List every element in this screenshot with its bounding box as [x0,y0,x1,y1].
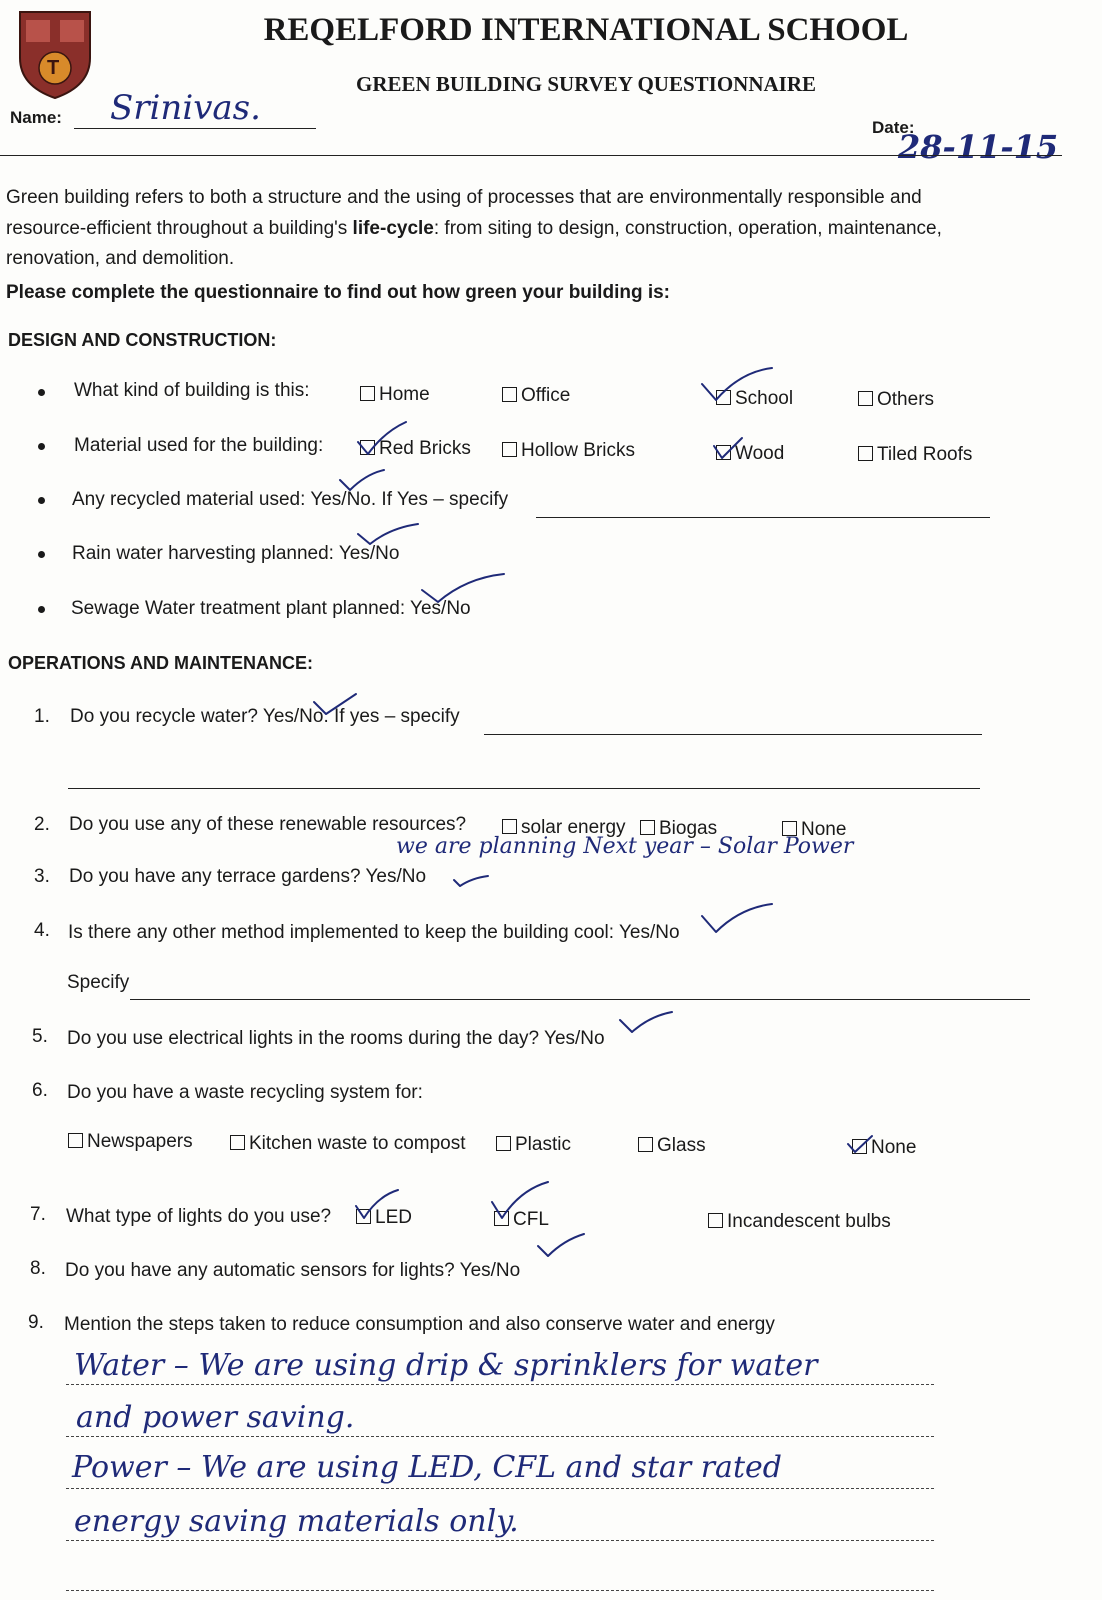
option-office-label: Office [521,385,571,406]
checkbox-others[interactable] [858,391,873,406]
option-cfl-label: CFL [513,1209,549,1230]
bullet [38,389,45,396]
name-field-line [74,128,316,129]
school-check-mark [700,366,780,406]
instruction-text: Please complete the questionnaire to find out how green your building is: [6,282,671,303]
question-number: 9. [28,1312,44,1333]
option-none-waste-label: None [871,1137,917,1158]
option-glass[interactable] [638,1135,706,1157]
answer-line [66,1436,934,1437]
conservation-answer-line-1: Water – We are using drip & sprinklers for water [74,1348,818,1383]
option-glass-label: Glass [657,1135,706,1156]
option-incandescent[interactable] [708,1211,891,1233]
option-others-label: Others [877,389,935,410]
checkbox-glass[interactable] [638,1137,653,1152]
renewable-question: Do you use any of these renewable resources? [69,814,467,835]
cooling-no-check-mark [700,902,780,938]
material-question: Material used for the building: [74,435,324,456]
question-number: 6. [32,1080,48,1101]
name-value: Srinivas. [110,88,261,128]
bullet [38,443,45,450]
red-bricks-check-mark [356,420,416,460]
option-school-label: School [735,388,794,409]
option-home-label: Home [379,384,430,405]
checkbox-biogas[interactable] [640,820,655,835]
option-plastic-label: Plastic [515,1134,571,1155]
intro-line-3: renovation, and demolition. [6,248,235,269]
option-none-renewable-label: None [801,819,847,840]
question-number: 3. [34,866,50,887]
option-hollow-bricks-label: Hollow Bricks [521,440,636,461]
recycle-specify-line-2 [68,788,980,789]
checkbox-solar-energy[interactable] [502,819,517,834]
option-newspapers-label: Newspapers [87,1131,193,1152]
recycled-material-question: Any recycled material used: Yes/No. If Yes – specify [72,489,509,510]
survey-title: GREEN BUILDING SURVEY QUESTIONNAIRE [356,72,816,96]
checkbox-plastic[interactable] [496,1136,511,1151]
option-led-label: LED [375,1207,412,1228]
intro-line-1: Green building refers to both a structure and the using of processes that are environmentally responsible and [6,187,922,208]
answer-line [66,1540,934,1541]
checkbox-office[interactable] [502,387,517,402]
crest-monogram: T [47,57,60,79]
checkbox-tiled-roofs[interactable] [858,446,873,461]
question-number: 8. [30,1258,46,1279]
option-solar-energy-label: solar energy [521,817,626,838]
answer-line [66,1488,934,1489]
date-label: Date: [872,118,915,137]
option-wood-label: Wood [735,443,785,464]
date-value: 28-11-15 [898,128,1059,166]
header-divider [0,155,1062,156]
checkbox-incandescent[interactable] [708,1213,723,1228]
intro-line-2 [6,218,942,240]
option-hollow-bricks[interactable] [502,440,635,462]
school-name: REQELFORD INTERNATIONAL SCHOOL [263,12,909,48]
renewable-handwritten-note: we are planning Next year – Solar Power [396,834,854,859]
option-newspapers[interactable] [68,1131,193,1153]
building-type-question: What kind of building is this: [74,380,310,401]
sensors-question: Do you have any automatic sensors for lights? Yes/No [65,1260,521,1281]
option-kitchen-waste[interactable] [230,1133,466,1155]
question-number: 1. [34,706,50,727]
option-tiled-roofs-label: Tiled Roofs [877,444,973,465]
recycled-specify-line [536,517,990,518]
sensors-no-check-mark [536,1232,590,1262]
none-waste-check-mark [846,1134,876,1158]
conservation-answer-line-3: Power – We are using LED, CFL and star rated [72,1450,782,1485]
intro-line-2c: : from siting to design, construction, operation, maintenance, [433,218,942,239]
day-lights-question: Do you use electrical lights in the rooms during the day? Yes/No [67,1028,605,1049]
question-number: 7. [30,1204,46,1225]
conservation-question: Mention the steps taken to reduce consumption and also conserve water and energy [64,1314,775,1335]
terrace-no-check-mark [452,872,492,892]
question-number: 2. [34,814,50,835]
option-incandescent-label: Incandescent bulbs [727,1211,891,1232]
option-kitchen-waste-label: Kitchen waste to compost [249,1133,466,1154]
sewage-no-check-mark [420,572,510,606]
option-biogas-label: Biogas [659,818,718,839]
rainwater-yes-check-mark [356,522,426,550]
cooling-specify-line [130,999,1030,1000]
wood-check-mark [712,436,752,466]
light-type-question: What type of lights do you use? [66,1206,332,1227]
day-lights-no-check-mark [618,1010,678,1040]
question-number: 5. [32,1026,48,1047]
bullet [38,606,45,613]
answer-line [66,1590,934,1591]
intro-line-2a: resource-efficient throughout a building's [6,218,353,239]
waste-recycling-question: Do you have a waste recycling system for: [67,1082,423,1103]
rainwater-question: Rain water harvesting planned: Yes/No [72,543,400,564]
checkbox-kitchen-waste[interactable] [230,1135,245,1150]
option-others[interactable] [858,389,934,411]
recycle-water-question: Do you recycle water? Yes/No. If yes – specify [70,706,460,727]
design-heading: DESIGN AND CONSTRUCTION: [8,330,277,350]
option-tiled-roofs[interactable] [858,444,972,466]
bullet [38,551,45,558]
led-check-mark [354,1188,404,1224]
intro-life-cycle: life-cycle [352,218,434,239]
question-number: 4. [34,920,50,941]
cooling-question: Is there any other method implemented to keep the building cool: Yes/No [68,922,680,943]
recycled-yes-check-mark [338,468,398,496]
recycle-water-no-check-mark [312,692,362,720]
conservation-answer-line-2: and power saving. [76,1400,355,1435]
bullet [38,497,45,504]
recycle-specify-line [484,734,982,735]
option-red-bricks-label: Red Bricks [379,438,471,459]
option-plastic[interactable] [496,1134,571,1156]
name-label: Name: [10,108,62,127]
conservation-answer-line-4: energy saving materials only. [74,1504,519,1539]
option-home[interactable] [360,384,430,406]
option-office[interactable] [502,385,570,407]
checkbox-hollow-bricks[interactable] [502,442,517,457]
answer-line [66,1384,934,1385]
sewage-question: Sewage Water treatment plant planned: Yes/No [71,598,471,619]
checkbox-newspapers[interactable] [68,1133,83,1148]
cooling-specify-label: Specify [67,972,130,993]
cfl-check-mark [490,1180,554,1224]
terrace-garden-question: Do you have any terrace gardens? Yes/No [69,866,427,887]
operations-heading: OPERATIONS AND MAINTENANCE: [8,653,313,673]
checkbox-home[interactable] [360,386,375,401]
